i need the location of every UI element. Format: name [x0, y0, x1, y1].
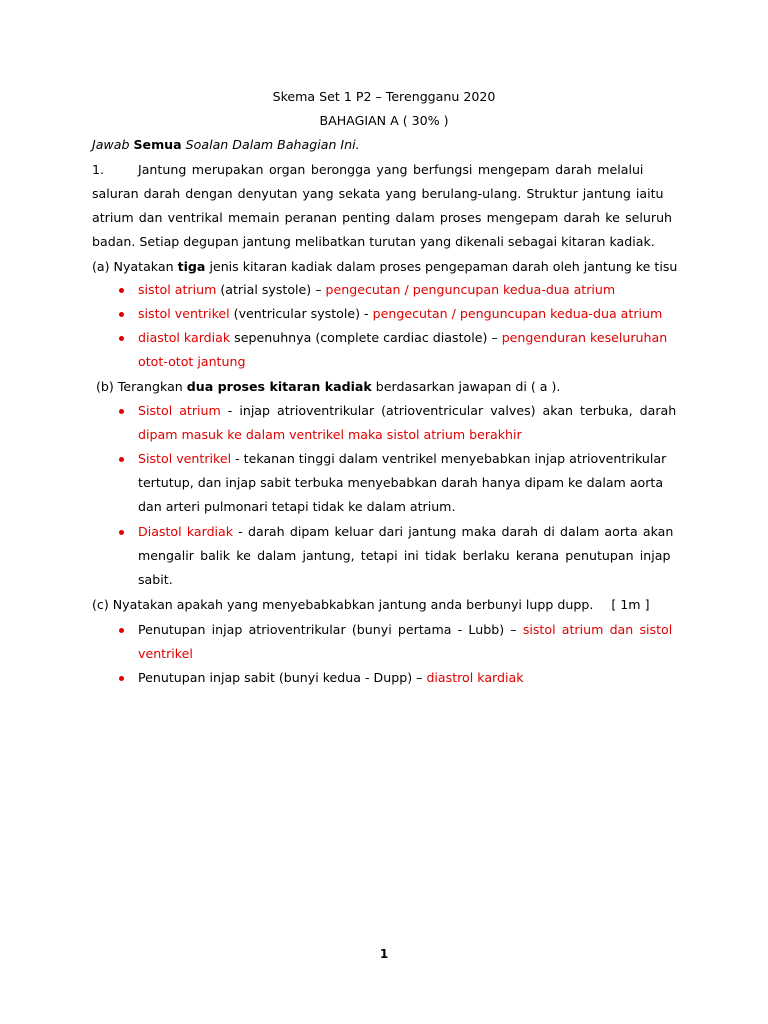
part-a-answer-1: sistol atrium (atrial systole) – pengecutan / penguncupan kedua-dua atrium — [138, 282, 616, 297]
part-b-answer-3-cont-1: mengalir balik ke dalam jantung, tetapi ini tidak berlaku kerana penutupan injap — [138, 548, 671, 563]
part-b-question: (b) Terangkan dua proses kitaran kadiak berdasarkan jawapan di ( a ). — [96, 379, 561, 394]
part-b-answer-1-cont: dipam masuk ke dalam ventrikel maka sistol atrium berakhir — [138, 427, 522, 442]
marks-label: [ 1m ] — [611, 597, 650, 612]
part-b-answer-2: Sistol ventrikel - tekanan tinggi dalam ventrikel menyebabkan injap atrioventrikular — [138, 451, 667, 466]
part-c-question: (c) Nyatakan apakah yang menyebabkabkan jantung anda berbunyi lupp dupp. [ 1m ] — [92, 597, 650, 612]
part-b-answer-3: Diastol kardiak - darah dipam keluar dari jantung maka darah di dalam aorta akan — [138, 524, 674, 539]
question-intro-line-4: badan. Setiap degupan jantung melibatkan turutan yang dikenali sebagai kitaran kadiak. — [92, 234, 655, 249]
part-c-answer-2: Penutupan injap sabit (bunyi kedua - Dupp) – diastrol kardiak — [138, 670, 524, 685]
bullet-icon — [119, 336, 124, 341]
part-b-answer-1: Sistol atrium - injap atrioventrikular (atrioventricular valves) akan terbuka, darah — [138, 403, 677, 418]
part-b-answer-2-cont-2: dan arteri pulmonari tetapi tidak ke dalam atrium. — [138, 499, 456, 514]
question-intro-line-1: Jantung merupakan organ berongga yang berfungsi mengepam darah melalui — [138, 162, 644, 177]
part-c-answer-1-cont: ventrikel — [138, 646, 193, 661]
document-title: Skema Set 1 P2 – Terengganu 2020 — [272, 89, 496, 104]
question-intro-line-2: saluran darah dengan denyutan yang sekata yang berulang-ulang. Struktur jantung iaitu — [92, 186, 664, 201]
question-number: 1. — [92, 162, 105, 177]
question-intro-line-3: atrium dan ventrikal memain peranan penting dalam proses mengepam darah ke seluruh — [92, 210, 673, 225]
part-b-answer-2-cont-1: tertutup, dan injap sabit terbuka menyebabkan darah hanya dipam ke dalam aorta — [138, 475, 664, 490]
bullet-icon — [119, 628, 124, 633]
bullet-icon — [119, 409, 124, 414]
part-a-question: (a) Nyatakan tiga jenis kitaran kadiak dalam proses pengepaman darah oleh jantung ke tisu — [92, 259, 678, 274]
bullet-icon — [119, 312, 124, 317]
page-number: 1 — [379, 947, 389, 961]
part-a-answer-3: diastol kardiak sepenuhnya (complete cardiac diastole) – pengenduran keseluruhan — [138, 330, 668, 345]
bullet-icon — [119, 676, 124, 681]
part-a-answer-3-cont: otot-otot jantung — [138, 354, 246, 369]
part-b-answer-3-cont-2: sabit. — [138, 572, 173, 587]
section-heading: BAHAGIAN A ( 30% ) — [319, 113, 449, 128]
part-a-answer-2: sistol ventrikel (ventricular systole) - pengecutan / penguncupan kedua-dua atrium — [138, 306, 663, 321]
bullet-icon — [119, 288, 124, 293]
part-c-answer-1: Penutupan injap atrioventrikular (bunyi pertama - Lubb) – sistol atrium dan sistol — [138, 622, 673, 637]
bullet-icon — [119, 457, 124, 462]
instruction: Jawab Semua Soalan Dalam Bahagian Ini. — [92, 137, 360, 152]
bullet-icon — [119, 530, 124, 535]
